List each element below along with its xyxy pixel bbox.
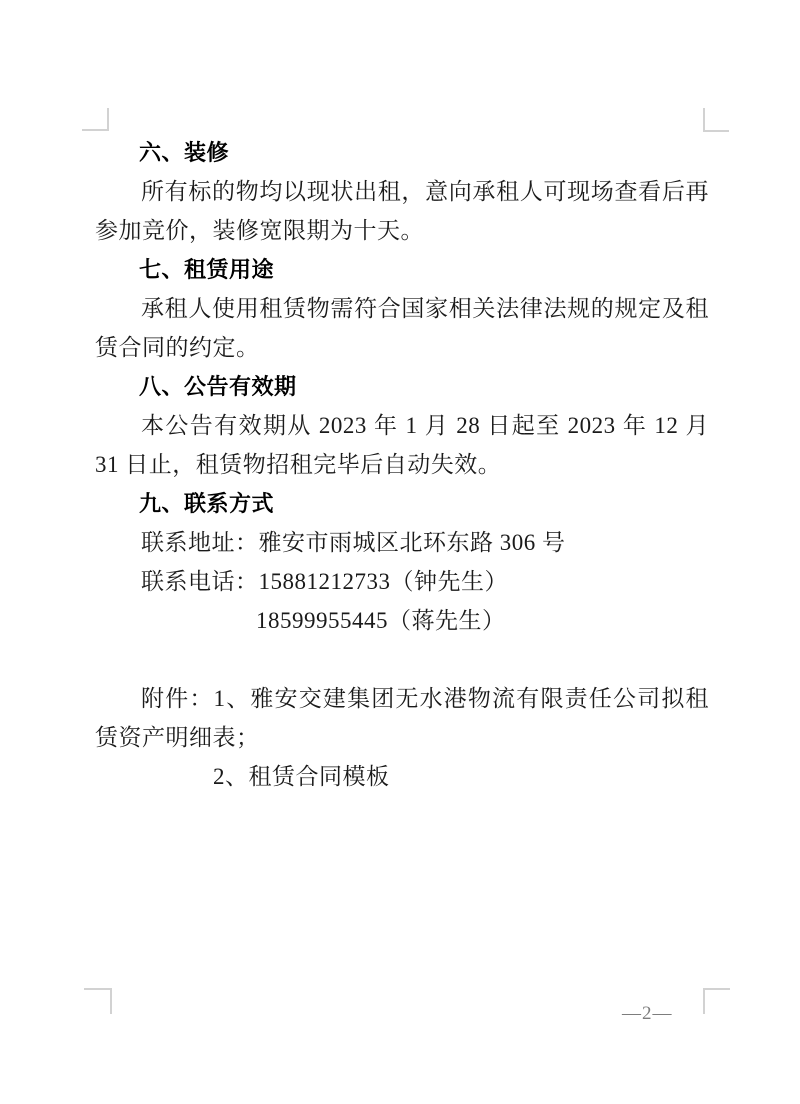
margin-corner-mark-bottom-left bbox=[84, 988, 112, 1014]
contact-address-line: 联系地址：雅安市雨城区北环东路 306 号 bbox=[141, 530, 566, 555]
margin-corner-mark-top-left bbox=[82, 108, 109, 131]
section-body-validity-period: 本公告有效期从 2023 年 1 月 28 日起至 2023 年 12 月 31 日止，租赁物招租完毕后自动失效。 bbox=[95, 413, 709, 477]
contact-phone-line-1: 联系电话：15881212733（钟先生） bbox=[141, 569, 508, 594]
contact-phone-line-2: 18599955445（蒋先生） bbox=[256, 608, 506, 633]
document-content bbox=[95, 133, 709, 796]
margin-corner-mark-bottom-right bbox=[703, 988, 730, 1014]
blank-line bbox=[95, 640, 709, 679]
section-heading-decoration: 六、装修 bbox=[139, 140, 230, 165]
section-heading-lease-purpose: 七、租赁用途 bbox=[139, 257, 275, 282]
section-body-lease-purpose: 承租人使用租赁物需符合国家相关法律法规的规定及租赁合同的约定。 bbox=[95, 296, 709, 360]
attachment-item-2: 2、租赁合同模板 bbox=[213, 764, 390, 789]
section-heading-contact-info: 九、联系方式 bbox=[139, 491, 275, 516]
section-heading-validity-period: 八、公告有效期 bbox=[139, 374, 297, 399]
page-number: —2— bbox=[622, 1003, 673, 1024]
section-body-decoration: 所有标的物均以现状出租，意向承租人可现场查看后再参加竞价，装修宽限期为十天。 bbox=[95, 179, 709, 243]
margin-corner-mark-top-right bbox=[703, 108, 729, 132]
attachment-item-1: 附件：1、雅安交建集团无水港物流有限责任公司拟租赁资产明细表； bbox=[95, 686, 709, 750]
